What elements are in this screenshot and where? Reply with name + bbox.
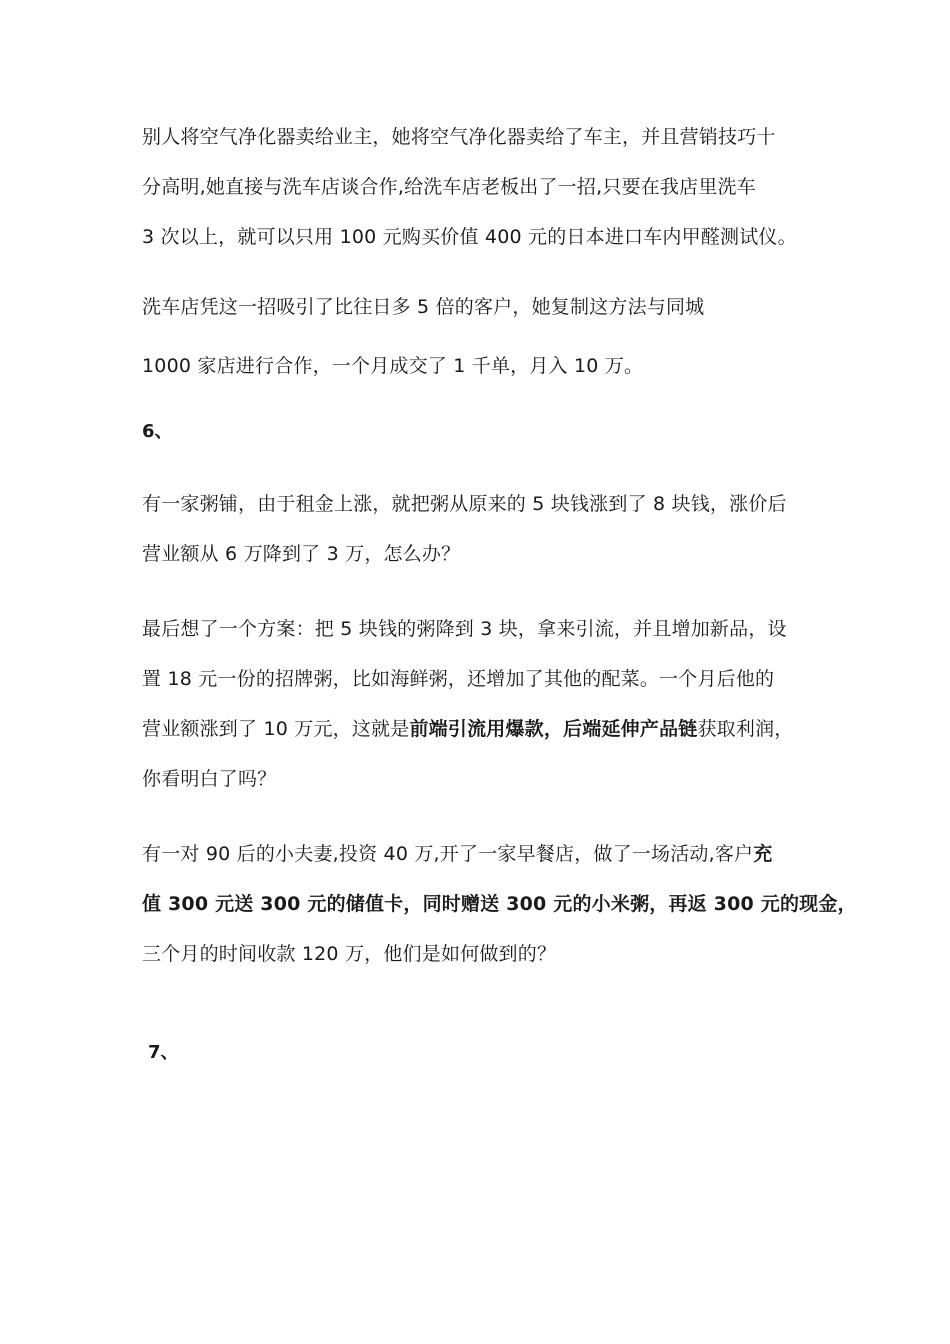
paragraph-2-line-2: 1000 家店进行合作，一个月成交了 1 千单，月入 10 万。: [142, 355, 644, 377]
paragraph-4-line-3-tail: 获取利润，: [697, 718, 794, 740]
paragraph-4-line-3: [142, 716, 794, 742]
paragraph-5-line-2-highlight: 值 300 元送 300 元的储值卡，同时赠送 300 元的小米粥，再返 300 元的现金，: [142, 893, 857, 915]
paragraph-4-line-3-lead: 营业额涨到了 10 万元，这就是: [142, 718, 410, 740]
paragraph-3-line-1: 有一家粥铺，由于租金上涨，就把粥从原来的 5 块钱涨到了 8 块钱，涨价后: [142, 493, 787, 515]
paragraph-1-line-1: 别人将空气净化器卖给业主，她将空气净化器卖给了车主，并且营销技巧十: [142, 126, 776, 148]
paragraph-1-line-2: 分高明,她直接与洗车店谈合作,给洗车店老板出了一招,只要在我店里洗车: [142, 176, 756, 198]
paragraph-3-line-2: 营业额从 6 万降到了 3 万，怎么办？: [142, 543, 461, 565]
paragraph-4-highlight: 前端引流用爆款，后端延伸产品链: [409, 718, 698, 740]
section-heading-7: 7、: [148, 1042, 179, 1063]
paragraph-5-line-1-lead: 有一对 90 后的小夫妻,投资 40 万,开了一家早餐店，做了一场活动,客户: [142, 843, 754, 865]
paragraph-4-line-2: 置 18 元一份的招牌粥，比如海鲜粥，还增加了其他的配菜。一个月后他的: [142, 668, 775, 690]
paragraph-4-line-4: 你看明白了吗？: [142, 768, 277, 790]
paragraph-5-line-1: [142, 841, 772, 867]
paragraph-5-line-3: 三个月的时间收款 120 万，他们是如何做到的？: [142, 943, 557, 965]
paragraph-5-highlight-start: 充: [753, 843, 773, 865]
section-heading-6: 6、: [142, 421, 173, 442]
paragraph-1-line-3: 3 次以上，就可以只用 100 元购买价值 400 元的日本进口车内甲醛测试仪。: [142, 226, 797, 248]
paragraph-4-line-1: 最后想了一个方案：把 5 块钱的粥降到 3 块，拿来引流，并且增加新品，设: [142, 618, 787, 640]
paragraph-2-line-1: 洗车店凭这一招吸引了比往日多 5 倍的客户，她复制这方法与同城: [142, 296, 705, 318]
